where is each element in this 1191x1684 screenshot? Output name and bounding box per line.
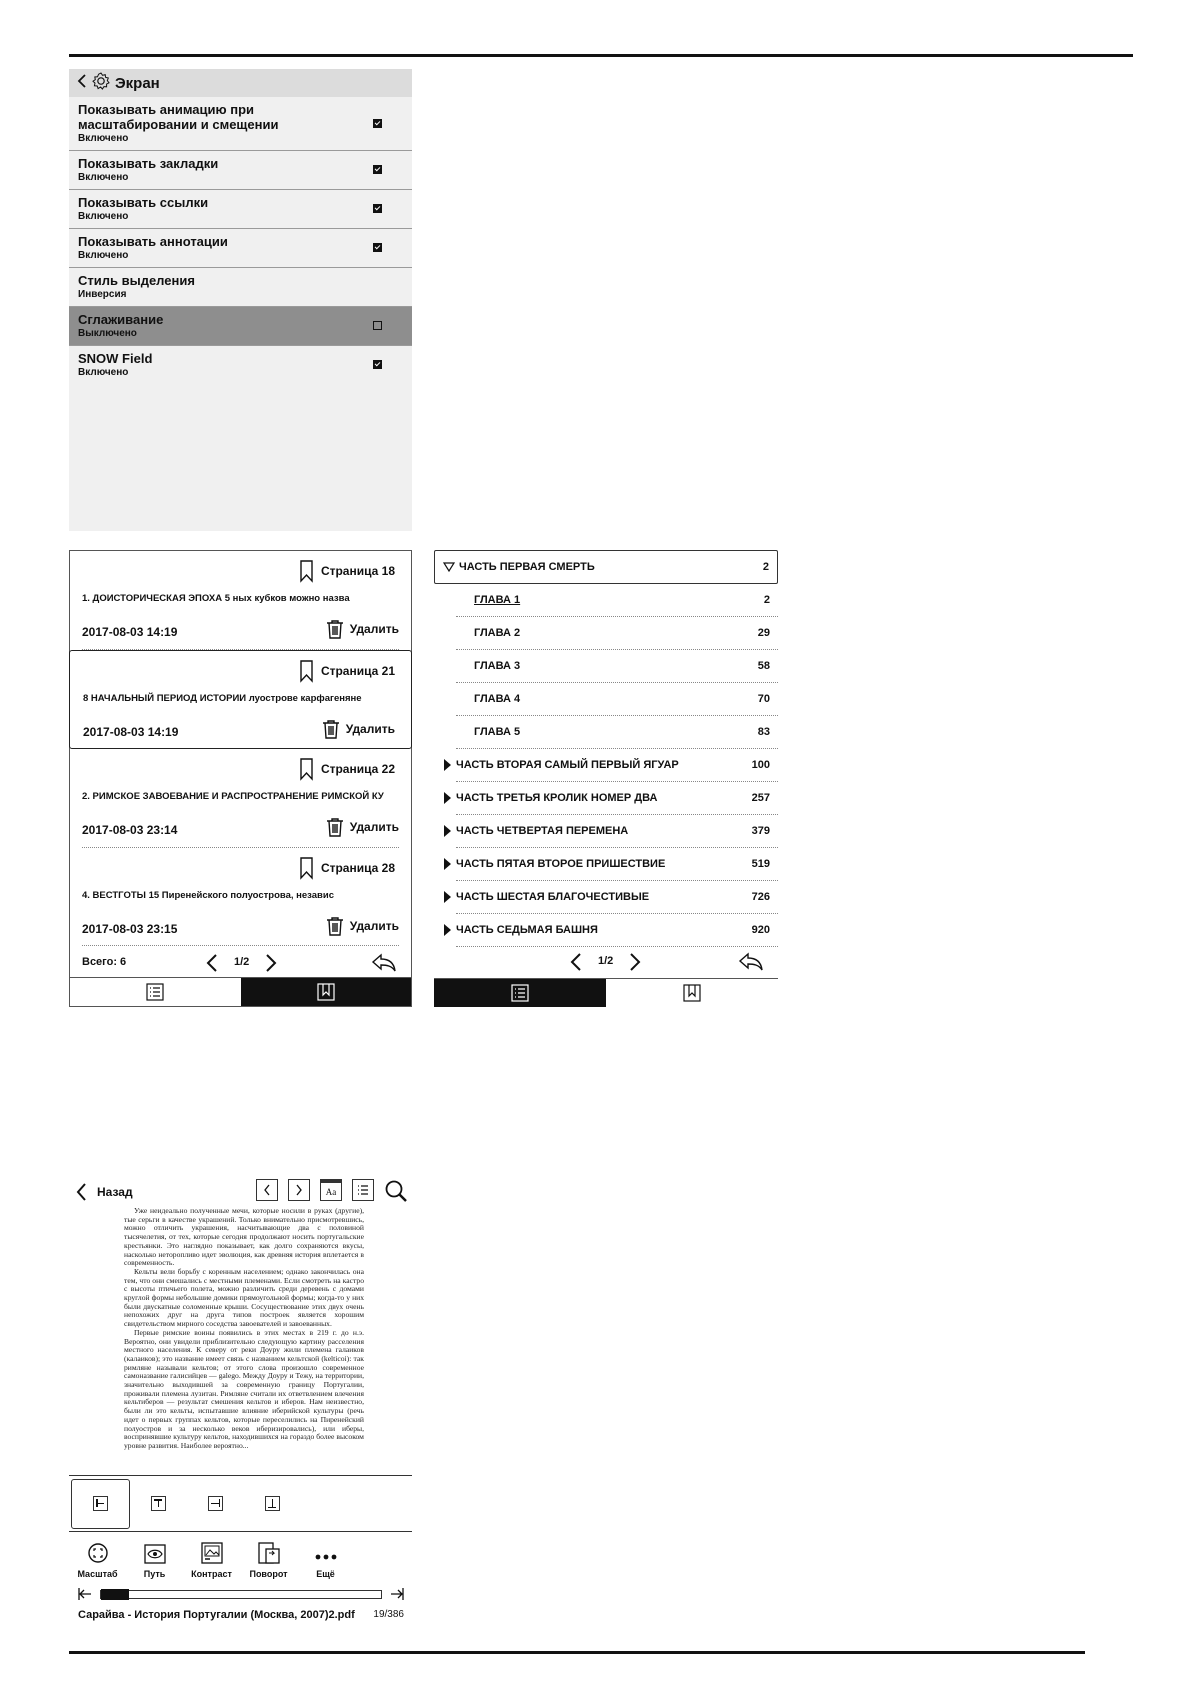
- triangle-right-icon: [443, 759, 451, 771]
- toc-title: ГЛАВА 2: [474, 627, 521, 639]
- page-paragraph: Уже неидеально полученные мечи, которые носили в руках (другие), тые серьги в качестве украшений. Только внимательно присмотревшись, можно отличить украшения, насчитывающие два с половиной тысячелетия, от тех, которые сегодня продолжают носить португальские крестьянки. Это наглядно показывает, как долго сохраняются вкусы, насколько неторопливо идет эволюция, как древняя история вплетается в современность.: [124, 1206, 364, 1268]
- bookmark-date: 2017-08-03 23:14: [82, 823, 178, 837]
- triangle-right-icon: [443, 924, 451, 936]
- bookmark-page: [300, 660, 395, 682]
- setting-annotations[interactable]: [69, 229, 412, 268]
- screen-settings-panel: [69, 69, 412, 531]
- bookmark-page-label: Страница 28: [320, 861, 395, 875]
- toc-page: 70: [757, 693, 770, 705]
- bookmarks-tabs: [70, 977, 411, 1006]
- delete-button[interactable]: [326, 817, 399, 837]
- toc-page: 519: [751, 858, 770, 870]
- bottom-rule: [69, 1651, 1085, 1654]
- document-filename: Сарайва - История Португалии (Москва, 2007)2.pdf: [78, 1609, 355, 1621]
- delete-label: Удалить: [349, 919, 399, 933]
- toc-part[interactable]: [456, 815, 778, 848]
- zoom-icon: [87, 1542, 109, 1564]
- bookmark-date: 2017-08-03 14:19: [83, 725, 179, 739]
- tool-label: Контраст: [191, 1569, 232, 1579]
- back-chevron-icon[interactable]: [77, 74, 87, 92]
- return-icon[interactable]: [371, 953, 397, 976]
- toc-page: 920: [751, 924, 770, 936]
- total-count: Всего: 6: [82, 956, 127, 968]
- toc-page: 379: [751, 825, 770, 837]
- toc-page: 2: [763, 594, 770, 606]
- smoothing-checkbox[interactable]: [373, 321, 382, 330]
- toc-footer: [434, 947, 778, 975]
- tool-label: Путь: [143, 1569, 166, 1579]
- reader-tools: [69, 1531, 412, 1581]
- toolbar-icons: [256, 1179, 408, 1208]
- progress-slider[interactable]: [100, 1590, 382, 1599]
- setting-title: Показывать аннотации: [78, 234, 228, 249]
- bookmark-date: 2017-08-03 14:19: [82, 625, 178, 639]
- bookmark-title: 8 НАЧАЛЬНЫЙ ПЕРИОД ИСТОРИИ луострове карфагеняне: [83, 693, 362, 704]
- trash-icon: [326, 619, 344, 639]
- crop-left-icon: [93, 1496, 108, 1511]
- table-of-contents-panel: [434, 550, 778, 1007]
- rotate-icon: [258, 1542, 280, 1564]
- list-icon: [356, 1183, 370, 1197]
- toc-chapter[interactable]: [456, 683, 778, 716]
- toc-page: 83: [757, 726, 770, 738]
- page-paragraph: Первые римские воины появились в этих местах в 219 г. до н.э. Вероятно, они увидели приблизительно следующую картину расселения местного населения. К северу от реки Доуру жили племена галаиков (калаиков); это название имеет связь с названием кельтской (kelticoi): так римляне называли кельтов; от этого слова произошло современное самоназвание галисийцев — galego. Между Доуру и Тежу, на территории, значительно выходившей за современную границу Португалии, проживали племена лузитан. Римляне считали их ответвлением влечения кельтиберов — результат смешения кельтов и иберов. Нам неизвестно, были ли это кельты, испытавшие влияние иберийской культуры (речь идет о первых группах кельтов, которые переселились на Пиренейский полуостров и за несколько веков иберизировались), или иберы, воспринявшие культуру кельтов, находившихся на гораздо более высоком уровне развития. Наиболее вероятно...: [124, 1327, 364, 1450]
- more-button[interactable]: [297, 1531, 354, 1581]
- contrast-button[interactable]: [183, 1531, 240, 1581]
- toc-part[interactable]: [456, 914, 778, 947]
- reader-view: [69, 1173, 412, 1633]
- pager-label: 1/2: [234, 956, 250, 968]
- toc-title: ГЛАВА 3: [474, 660, 521, 672]
- toc-page: 726: [751, 891, 770, 903]
- font-icon-label: Aa: [325, 1186, 337, 1197]
- animation-checkbox[interactable]: [373, 119, 382, 128]
- document-info: [78, 1609, 404, 1621]
- contrast-icon: [201, 1542, 223, 1564]
- page-content: [124, 1206, 364, 1475]
- settings-header: [69, 69, 412, 97]
- last-page-icon[interactable]: [390, 1588, 404, 1600]
- crop-mode-bar: [69, 1475, 412, 1532]
- next-page-button[interactable]: [288, 1179, 310, 1201]
- tab-contents[interactable]: [434, 979, 606, 1007]
- next-page-icon[interactable]: [629, 953, 641, 974]
- delete-button[interactable]: [322, 719, 395, 739]
- bookmark-page-label: Страница 21: [320, 664, 395, 678]
- toc-chapter[interactable]: [456, 716, 778, 749]
- delete-button[interactable]: [326, 619, 399, 639]
- setting-snow-field[interactable]: [69, 346, 412, 384]
- bookmark-item-selected[interactable]: [69, 650, 412, 749]
- back-label: Назад: [97, 1185, 133, 1199]
- bookmarks-tab-icon: [317, 983, 335, 1001]
- bookmark-title: 1. ДОИСТОРИЧЕСКАЯ ЭПОХА 5 ных кубков можно назва: [82, 593, 350, 604]
- bookmark-icon: [300, 660, 313, 682]
- tab-bookmarks[interactable]: [241, 978, 412, 1006]
- setting-title: SNOW Field: [78, 351, 153, 366]
- settings-title: Экран: [115, 74, 160, 92]
- toc-chapter-current[interactable]: [456, 584, 778, 617]
- bookmarks-footer: [70, 948, 411, 976]
- bookmark-title: 2. РИМСКОЕ ЗАВОЕВАНИЕ И РАСПРОСТРАНЕНИЕ РИМСКОЙ КУ: [82, 791, 384, 802]
- page-number: 19/386: [373, 1609, 404, 1620]
- page-paragraph: Кельты вели борьбу с коренным населением; однако закончилась она тем, что они смешались с местными племенами. Если смотреть на кастро с высоты птичьего полета, можно различить среди деревень с домами круглой формы небольшие домики прямоугольной формы; когда-то у них были двускатные соломенные крыши. Сосуществование этих двух очень непохожих друг на друга типов построек является хорошим свидетельством мирного соседства завоевателей и завоеванных.: [124, 1266, 364, 1329]
- prev-page-icon[interactable]: [206, 954, 218, 975]
- prev-page-icon[interactable]: [570, 953, 582, 974]
- bookmark-page-label: Страница 22: [320, 762, 395, 776]
- triangle-right-icon: [443, 825, 451, 837]
- toc-page: 29: [757, 627, 770, 639]
- progress-fill: [101, 1589, 129, 1600]
- list-icon: [511, 984, 529, 1002]
- more-icon: [315, 1550, 337, 1564]
- crop-right-icon: [208, 1496, 223, 1511]
- annotations-checkbox[interactable]: [373, 243, 382, 252]
- tool-label: Поворот: [249, 1569, 288, 1579]
- setting-animation[interactable]: [69, 97, 412, 151]
- setting-title: Сглаживание: [78, 312, 164, 327]
- bookmark-date: 2017-08-03 23:15: [82, 922, 178, 936]
- rotate-button[interactable]: [240, 1531, 297, 1581]
- setting-title: Показывать анимацию при масштабировании и смещении: [78, 102, 279, 132]
- bookmark-page-label: Страница 18: [320, 564, 395, 578]
- triangle-right-icon: [443, 858, 451, 870]
- tab-contents[interactable]: [70, 978, 241, 1006]
- setting-value: Выключено: [78, 328, 137, 339]
- triangle-down-icon: [443, 562, 455, 572]
- prev-page-button[interactable]: [256, 1179, 278, 1201]
- search-icon[interactable]: [384, 1179, 408, 1208]
- bookmark-page: [300, 560, 395, 582]
- page-progress: [78, 1587, 404, 1601]
- toc-page: 100: [751, 759, 770, 771]
- list-icon: [146, 983, 164, 1001]
- bookmarks-checkbox[interactable]: [373, 165, 382, 174]
- toc-title: ЧАСТЬ ПЕРВАЯ СМЕРТЬ: [459, 561, 595, 573]
- toc-chapter[interactable]: [456, 617, 778, 650]
- toc-title: ЧАСТЬ ТРЕТЬЯ КРОЛИК НОМЕР ДВА: [456, 792, 658, 804]
- gear-icon: [91, 71, 111, 95]
- top-rule: [69, 54, 1133, 57]
- setting-title: Показывать закладки: [78, 156, 219, 171]
- toc-title: ЧАСТЬ ШЕСТАЯ БЛАГОЧЕСТИВЫЕ: [456, 891, 650, 903]
- setting-value: Включено: [78, 250, 129, 261]
- path-button[interactable]: [126, 1531, 183, 1581]
- setting-title: Показывать ссылки: [78, 195, 209, 210]
- contents-button[interactable]: [352, 1179, 374, 1201]
- toc-part[interactable]: [456, 881, 778, 914]
- tool-label: Ещё: [316, 1569, 335, 1579]
- toc-tabs: [434, 978, 778, 1007]
- return-icon[interactable]: [738, 952, 764, 975]
- toc-title: ГЛАВА 1: [474, 594, 521, 606]
- font-settings-button[interactable]: [320, 1179, 342, 1201]
- crop-bottom-button[interactable]: [244, 1480, 301, 1528]
- toc-title: ЧАСТЬ СЕДЬМАЯ БАШНЯ: [456, 924, 598, 936]
- setting-value: Включено: [78, 133, 129, 144]
- crop-left-button[interactable]: [71, 1479, 130, 1529]
- toc-title: ГЛАВА 4: [474, 693, 521, 705]
- bookmark-page: [300, 857, 395, 879]
- toc-title: ЧАСТЬ ВТОРАЯ САМЫЙ ПЕРВЫЙ ЯГУАР: [456, 759, 679, 771]
- setting-value: Включено: [78, 172, 129, 183]
- toc-chapter[interactable]: [456, 650, 778, 683]
- eye-icon: [144, 1544, 166, 1564]
- chevron-left-icon: [77, 1183, 87, 1201]
- bookmark-icon: [300, 857, 313, 879]
- bookmarks-panel: [69, 550, 412, 1007]
- chevron-left-icon: [263, 1184, 271, 1196]
- bookmarks-tab-icon: [683, 984, 701, 1002]
- triangle-right-icon: [443, 891, 451, 903]
- trash-icon: [322, 719, 340, 739]
- toc-title: ЧАСТЬ ПЯТАЯ ВТОРОЕ ПРИШЕСТВИЕ: [456, 858, 666, 870]
- crop-right-button[interactable]: [187, 1480, 244, 1528]
- bookmark-page: [300, 758, 395, 780]
- bookmark-title: 4. ВЕСТГОТЫ 15 Пиренейского полуострова, независ: [82, 890, 335, 901]
- toc-part[interactable]: [456, 782, 778, 815]
- links-checkbox[interactable]: [373, 204, 382, 213]
- zoom-button[interactable]: [69, 1531, 126, 1581]
- bookmark-icon: [300, 758, 313, 780]
- back-button[interactable]: [69, 1183, 133, 1201]
- bookmark-item[interactable]: [82, 848, 399, 946]
- toc-title: ГЛАВА 5: [474, 726, 521, 738]
- toc-part[interactable]: [456, 848, 778, 881]
- bookmark-icon: [300, 560, 313, 582]
- snow-field-checkbox[interactable]: [373, 360, 382, 369]
- toc-page: 58: [757, 660, 770, 672]
- first-page-icon[interactable]: [78, 1588, 92, 1600]
- setting-links[interactable]: [69, 190, 412, 229]
- toc-page: 2: [762, 561, 769, 573]
- triangle-right-icon: [443, 792, 451, 804]
- setting-selection-style[interactable]: [69, 268, 412, 307]
- setting-value: Инверсия: [78, 289, 127, 300]
- crop-top-icon: [151, 1496, 166, 1511]
- setting-title: Стиль выделения: [78, 273, 195, 288]
- setting-value: Включено: [78, 211, 129, 222]
- toc-part[interactable]: [456, 749, 778, 782]
- delete-label: Удалить: [349, 622, 399, 636]
- tab-bookmarks[interactable]: [606, 979, 778, 1007]
- setting-smoothing[interactable]: [69, 307, 412, 346]
- delete-label: Удалить: [349, 820, 399, 834]
- setting-value: Включено: [78, 367, 129, 378]
- toc-part-expanded[interactable]: [434, 550, 778, 584]
- bookmark-item[interactable]: [82, 749, 399, 848]
- pager-label: 1/2: [598, 955, 614, 967]
- trash-icon: [326, 916, 344, 936]
- crop-top-button[interactable]: [130, 1480, 187, 1528]
- next-page-icon[interactable]: [265, 954, 277, 975]
- trash-icon: [326, 817, 344, 837]
- chevron-right-icon: [295, 1184, 303, 1196]
- setting-bookmarks[interactable]: [69, 151, 412, 190]
- tool-label: Масштаб: [77, 1569, 118, 1579]
- bookmark-item[interactable]: [82, 551, 399, 650]
- crop-bottom-icon: [265, 1496, 280, 1511]
- toc-title: ЧАСТЬ ЧЕТВЕРТАЯ ПЕРЕМЕНА: [456, 825, 629, 837]
- toc-page: 257: [751, 792, 770, 804]
- delete-button[interactable]: [326, 916, 399, 936]
- delete-label: Удалить: [345, 722, 395, 736]
